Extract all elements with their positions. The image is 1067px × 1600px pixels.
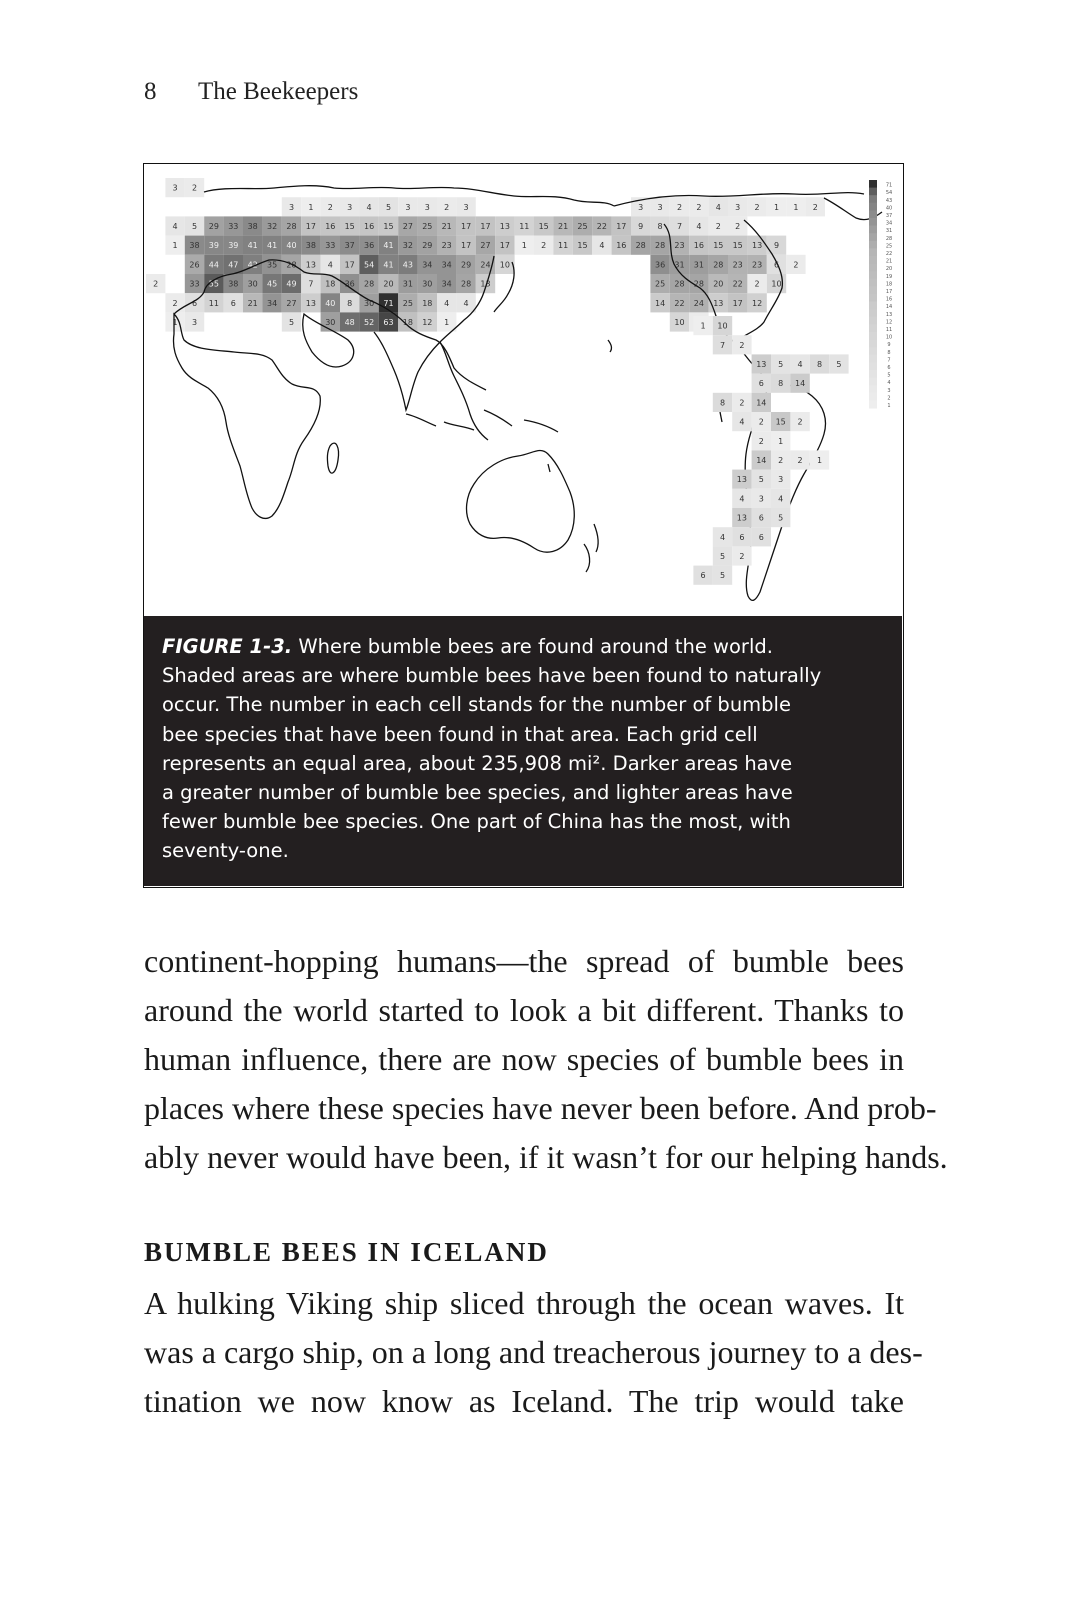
legend-label: 31: [885, 228, 893, 235]
legend-swatch: [869, 347, 877, 355]
legend-label: 43: [885, 197, 893, 204]
figure-1-3: [143, 163, 904, 888]
grid-cell-value: 29: [422, 241, 433, 251]
legend-swatch: [869, 294, 877, 302]
grid-cell-value: 28: [713, 260, 724, 270]
grid-cell-value: 6: [758, 513, 764, 523]
legend-label: 9: [887, 342, 891, 349]
legend-label: 21: [885, 258, 893, 265]
grid-cell-value: 28: [693, 279, 704, 289]
grid-cell-value: 5: [385, 202, 392, 212]
grid-cell-value: 16: [693, 241, 704, 251]
legend-swatch: [869, 271, 877, 279]
body-paragraph-2: [144, 1279, 923, 1426]
grid-cell-value: 36: [364, 241, 375, 251]
grid-cell-value: 22: [732, 279, 743, 289]
legend-swatch: [869, 355, 877, 363]
grid-cell-value: 4: [778, 494, 784, 504]
grid-cell-value: 14: [795, 379, 806, 389]
grid-cell-value: 21: [558, 222, 569, 231]
grid-cell-value: 63: [383, 318, 394, 327]
grid-cell-value: 13: [499, 222, 510, 231]
legend-swatch: [869, 324, 877, 332]
grid-cell-value: 3: [657, 202, 663, 212]
grid-cell-value: 17: [732, 298, 743, 308]
grid-cell-value: 4: [739, 417, 745, 427]
grid-cell-value: 15: [775, 417, 786, 427]
legend-label: 22: [885, 251, 893, 257]
grid-cell-value: 6: [230, 298, 236, 308]
grid-cell-value: 27: [286, 298, 297, 308]
text-line: tination we now know as Iceland. The trip would take: [144, 1383, 904, 1419]
grid-cell-value: 17: [480, 222, 491, 231]
grid-cell-value: 4: [172, 222, 178, 231]
grid-cell-value: 33: [228, 222, 239, 231]
grid-cell-value: 22: [596, 222, 607, 231]
legend-swatch: [869, 218, 877, 226]
grid-cell-value: 17: [461, 222, 472, 231]
grid-cell-value: 32: [402, 241, 413, 251]
grid-cell-value: 2: [797, 456, 803, 465]
grid-cell-value: 14: [756, 398, 767, 408]
grid-cell-value: 1: [700, 321, 706, 331]
grid-cell-value: 13: [305, 260, 316, 270]
grid-cell-value: 4: [444, 298, 450, 308]
grid-cell-value: 4: [696, 222, 702, 231]
grid-cell-value: 41: [383, 260, 394, 270]
grid-cell-value: 2: [758, 436, 764, 446]
legend-swatch: [869, 286, 877, 294]
grid-cell-value: 1: [444, 318, 450, 327]
grid-cell-value: 25: [577, 222, 588, 231]
legend-label: 14: [885, 304, 893, 311]
legend-label: 8: [887, 349, 891, 356]
grid-cell-value: 24: [480, 260, 491, 270]
legend-scale: [869, 180, 892, 409]
grid-cell-value: 1: [816, 456, 823, 465]
grid-cell-value: 2: [541, 241, 547, 251]
grid-cell-value: 17: [461, 241, 472, 251]
caption-line: bee species that have been found in that area. Each grid cell: [162, 722, 758, 746]
grid-cell-value: 24: [693, 298, 704, 308]
grid-cell-value: 8: [719, 398, 726, 408]
legend-label: 34: [885, 220, 893, 227]
grid-cell-value: 52: [364, 318, 375, 327]
grid-cell-value: 31: [674, 260, 685, 270]
grid-cell-value: 32: [267, 222, 278, 231]
grid-cell-value: 18: [402, 318, 413, 327]
grid-cell-value: 10: [674, 318, 685, 327]
grid-cell-value: 2: [172, 298, 178, 308]
legend-label: 20: [885, 266, 893, 273]
page-number: 8: [144, 78, 157, 105]
grid-cell-value: 28: [461, 279, 472, 289]
grid-cell-value: 3: [638, 202, 644, 212]
grid-cell-value: 8: [347, 298, 353, 308]
grid-cell-value: 2: [444, 202, 450, 212]
section-heading: BUMBLE BEES IN ICELAND: [144, 1237, 549, 1267]
grid-cell-value: 6: [700, 571, 706, 581]
grid-cell-value: 2: [793, 260, 799, 270]
legend-label: 37: [885, 213, 893, 219]
grid-cell-value: 54: [364, 260, 375, 270]
grid-cell-value: 16: [325, 222, 336, 231]
grid-cell-value: 29: [208, 222, 219, 231]
grid-cells: [146, 178, 825, 332]
grid-cell-value: 2: [739, 340, 745, 350]
grid-cell-value: 2: [735, 222, 741, 231]
grid-cell-value: 13: [305, 298, 316, 308]
grid-cell-value: 1: [773, 202, 780, 212]
grid-cell-value: 3: [463, 202, 469, 212]
grid-cell-value: 5: [191, 222, 198, 231]
legend-swatch: [869, 188, 877, 196]
legend-swatch: [869, 241, 877, 249]
grid-cell-value: 3: [758, 494, 764, 504]
grid-cell-value: 7: [719, 340, 726, 350]
grid-cell-value: 34: [267, 298, 278, 308]
grid-cell-value: 4: [739, 494, 745, 504]
grid-cell-value: 2: [812, 202, 818, 212]
grid-cell-value: 55: [208, 279, 219, 289]
book-title: The Beekeepers: [198, 78, 359, 105]
grid-cell-value: 23: [441, 241, 452, 251]
grid-cell-value: 25: [655, 279, 666, 289]
legend-label: 1: [887, 403, 891, 409]
grid-cell-value: 28: [364, 279, 375, 289]
grid-cell-value: 2: [696, 202, 702, 212]
grid-cell-value: 40: [286, 241, 297, 251]
grid-cell-value: 20: [383, 279, 394, 289]
grid-cell-value: 17: [305, 222, 316, 231]
grid-cell-value: 2: [153, 279, 159, 289]
grid-cell-value: 17: [499, 241, 510, 251]
legend-swatch: [869, 210, 877, 218]
grid-cell-value: 3: [735, 202, 741, 212]
grid-cell-value: 11: [558, 241, 569, 251]
grid-cell-value: 5: [836, 360, 842, 369]
grid-cell-value: 36: [344, 279, 355, 289]
grid-cell-value: 10: [717, 321, 728, 331]
grid-cell-value: 39: [208, 241, 219, 251]
caption-text: Where bumble bees are found around the world.: [292, 635, 773, 658]
grid-cell-value: 41: [267, 241, 278, 251]
grid-cell-value: 26: [189, 260, 200, 270]
legend-label: 3: [887, 387, 891, 394]
legend-swatch: [869, 180, 877, 188]
legend-swatch: [869, 309, 877, 317]
grid-cell-value: 28: [286, 222, 297, 231]
grid-cell-value: 6: [758, 532, 764, 542]
grid-cell-value: 10: [499, 260, 510, 270]
grid-cell-value: 45: [267, 279, 278, 289]
grid-cell-value: 4: [327, 260, 333, 270]
grid-cell-value: 15: [577, 241, 588, 251]
grid-cell-value: 14: [655, 298, 666, 308]
grid-cell-value: 2: [715, 222, 721, 231]
grid-cell-value: 9: [638, 222, 644, 231]
grid-cell-value: 1: [308, 202, 314, 212]
text-line: places where these species have never been before. And prob-: [144, 1090, 937, 1126]
caption-line: represents an equal area, about 235,908 mi². Darker areas have: [162, 751, 793, 775]
grid-cell-value: 11: [519, 222, 530, 231]
grid-cell-value: 3: [191, 318, 198, 327]
grid-cell-value: 25: [402, 298, 413, 308]
legend-swatch: [869, 233, 877, 241]
grid-cell-value: 33: [189, 279, 200, 289]
caption-line: a greater number of bumble bee species, and lighter areas have: [162, 781, 793, 805]
grid-cell-value: 16: [616, 241, 627, 251]
legend-label: 7: [887, 357, 891, 364]
grid-cell-value: 36: [655, 260, 666, 270]
grid-cell-value: 27: [402, 222, 413, 231]
legend-label: 2: [887, 395, 891, 402]
grid-cell-value: 33: [325, 241, 336, 251]
figure-caption: [144, 616, 902, 886]
grid-cell-value: 8: [778, 379, 784, 389]
grid-cell-value: 23: [674, 241, 685, 251]
grid-cell-value: 30: [247, 279, 258, 289]
caption-line: Shaded areas are where bumble bees have been found to naturally: [162, 664, 822, 688]
grid-cell-value: 28: [674, 279, 685, 289]
grid-cell-value: 28: [286, 260, 297, 270]
grid-cell-value: 22: [674, 298, 685, 308]
grid-cell-value: 3: [347, 202, 353, 212]
grid-cell-value: 3: [778, 475, 784, 485]
grid-cell-value: 2: [754, 279, 760, 289]
grid-cell-value: 29: [461, 260, 472, 270]
text-line: was a cargo ship, on a long and treacherous journey to a des-: [144, 1334, 923, 1370]
grid-cell-value: 2: [739, 552, 745, 561]
grid-cell-value: 15: [713, 241, 724, 251]
legend-swatch: [869, 317, 877, 325]
legend-swatch: [869, 378, 877, 386]
grid-cell-value: 5: [778, 513, 784, 523]
grid-cell-value: 30: [325, 318, 336, 327]
legend-swatch: [869, 362, 877, 370]
caption-line: occur. The number in each cell stands for the number of bumble: [162, 693, 791, 717]
grid-cell-value: 4: [366, 202, 372, 212]
legend-swatch: [869, 248, 877, 256]
legend-label: 71: [885, 182, 893, 189]
legend-swatch: [869, 279, 877, 287]
grid-cell-value: 2: [327, 202, 333, 212]
grid-cell-value: 5: [778, 360, 784, 369]
grid-cell-value: 17: [344, 260, 355, 270]
legend-swatch: [869, 332, 877, 340]
legend-label: 40: [885, 205, 893, 212]
legend-label: 16: [885, 296, 893, 303]
grid-cell-value: 6: [739, 532, 745, 542]
grid-cell-value: 5: [758, 475, 764, 485]
grid-cell-value: 14: [756, 456, 767, 465]
legend-swatch: [869, 302, 877, 310]
grid-cell-value: 7: [676, 222, 683, 231]
grid-cell-value: 10: [771, 279, 782, 289]
grid-cell-value: 6: [758, 379, 764, 389]
grid-cell-value: 3: [405, 202, 411, 212]
legend-swatch: [869, 195, 877, 203]
grid-cell-value: 1: [521, 241, 527, 251]
grid-cell-value: 38: [189, 241, 200, 251]
text-line: A hulking Viking ship sliced through the ocean waves. It: [144, 1285, 904, 1321]
grid-cell-value: 34: [441, 279, 452, 289]
legend-label: 13: [885, 311, 893, 318]
grid-cell-value: 13: [713, 298, 724, 308]
grid-cell-value: 17: [616, 222, 627, 231]
grid-cell-value: 2: [739, 398, 745, 408]
grid-cell-value: 1: [793, 202, 799, 212]
legend-swatch: [869, 400, 877, 408]
legend-label: 5: [887, 372, 891, 379]
grid-cell-value: 5: [288, 318, 295, 327]
grid-cell-value: 47: [228, 260, 239, 270]
grid-cell-value: 21: [247, 298, 258, 308]
caption-label: FIGURE 1-3.: [162, 635, 293, 658]
grid-cell-value: 35: [267, 260, 278, 270]
grid-cell-value: 3: [172, 183, 178, 193]
grid-cell-value: 8: [816, 360, 823, 369]
legend-label: 54: [885, 190, 893, 197]
legend-swatch: [869, 340, 877, 348]
grid-cell-value: 38: [228, 279, 239, 289]
grid-cell-value: 1: [172, 241, 178, 251]
legend-label: 25: [885, 243, 893, 250]
grid-cell-value: 1: [172, 318, 178, 327]
grid-cell-value: 11: [208, 298, 219, 308]
grid-cell-value: 21: [441, 222, 452, 231]
grid-cell-value: 4: [715, 202, 721, 212]
legend-swatch: [869, 370, 877, 378]
grid-cell-value: 34: [441, 260, 452, 270]
bumble-bee-distribution-map: [144, 164, 902, 616]
grid-cell-value: 6: [773, 260, 780, 270]
grid-cell-value: 15: [383, 222, 394, 231]
grid-cell-value: 31: [402, 279, 413, 289]
grid-cell-value: 34: [422, 260, 433, 270]
grid-cell-value: 42: [247, 260, 258, 270]
legend-swatch: [869, 264, 877, 272]
running-head: [144, 78, 358, 106]
legend-label: 28: [885, 235, 893, 242]
legend-label: 18: [885, 281, 893, 288]
grid-cell-value: 6: [191, 298, 198, 308]
legend-swatch: [869, 256, 877, 264]
legend-label: 10: [885, 334, 893, 341]
grid-cell-value: 13: [736, 513, 747, 523]
grid-cell-value: 44: [208, 260, 219, 270]
text-line: human influence, there are now species of bumble bees in: [144, 1041, 904, 1077]
caption-line: seventy-one.: [162, 839, 289, 863]
legend-label: 6: [887, 365, 891, 371]
grid-cell-value: 9: [773, 241, 780, 251]
grid-cell-value: 15: [732, 241, 743, 251]
grid-cell-value: 23: [732, 260, 743, 270]
legend-label: 12: [885, 319, 893, 326]
grid-cell-value: 5: [719, 571, 726, 581]
grid-cell-value: 13: [480, 279, 491, 289]
grid-cell-value: 15: [538, 222, 549, 231]
grid-cell-value: 3: [288, 202, 295, 212]
legend-label: 17: [885, 289, 893, 295]
grid-cell-value: 28: [635, 241, 646, 251]
grid-cell-value: 37: [344, 241, 355, 251]
grid-cell-value: 30: [364, 298, 375, 308]
text-line: around the world started to look a bit different. Thanks to: [144, 992, 904, 1028]
grid-cell-value: 13: [752, 241, 763, 251]
grid-cell-value: 12: [422, 318, 433, 327]
grid-cell-value: 18: [325, 279, 336, 289]
grid-cell-value: 43: [402, 260, 413, 270]
text-line: ably never would have been, if it wasn’t for our helping hands.: [144, 1139, 948, 1175]
grid-cell-value: 39: [228, 241, 239, 251]
grid-cell-value: 41: [383, 241, 394, 251]
grid-cell-value: 7: [308, 279, 314, 289]
grid-cell-value: 31: [693, 260, 704, 270]
grid-cell-value: 2: [754, 202, 760, 212]
grid-cell-value: 49: [286, 279, 297, 289]
grid-cell-value: 20: [713, 279, 724, 289]
grid-cell-value: 2: [778, 456, 784, 465]
caption-line: fewer bumble bee species. One part of China has the most, with: [162, 810, 791, 834]
grid-cell-value: 48: [344, 318, 355, 327]
grid-cell-value: 12: [752, 298, 763, 308]
grid-cell-value: 16: [364, 222, 375, 231]
grid-cell-value: 4: [463, 298, 469, 308]
grid-cell-value: 2: [797, 417, 803, 427]
grid-cell-value: 2: [758, 417, 764, 427]
grid-cell-value: 2: [676, 202, 683, 212]
legend-swatch: [869, 393, 877, 401]
grid-cell-value: 18: [422, 298, 433, 308]
south-america-cells: [693, 316, 848, 585]
grid-cell-value: 3: [424, 202, 430, 212]
grid-cell-value: 15: [344, 222, 355, 231]
grid-cell-value: 2: [191, 183, 198, 193]
caption-line: [162, 632, 884, 661]
grid-cell-value: 38: [305, 241, 316, 251]
text-line: continent-hopping humans—the spread of bumble bees: [144, 943, 904, 979]
grid-cell-value: 4: [797, 360, 803, 369]
grid-cell-value: 40: [325, 298, 336, 308]
grid-cell-value: 4: [719, 532, 726, 542]
legend-swatch: [869, 385, 877, 393]
grid-cell-value: 5: [719, 552, 726, 561]
grid-cell-value: 4: [599, 241, 605, 251]
grid-cell-value: 41: [247, 241, 258, 251]
grid-cell-value: 71: [383, 298, 394, 308]
legend-label: 4: [887, 380, 891, 387]
grid-cell-value: 8: [657, 222, 663, 231]
grid-cell-value: 28: [655, 241, 666, 251]
grid-cell-value: 13: [756, 360, 767, 369]
legend-swatch: [869, 226, 877, 234]
grid-cell-value: 38: [247, 222, 258, 231]
legend-label: 11: [885, 327, 893, 333]
body-paragraph-1: [144, 937, 948, 1182]
grid-cell-value: 27: [480, 241, 491, 251]
world-map-graphic: [144, 164, 902, 616]
grid-cell-value: 30: [422, 279, 433, 289]
grid-cell-value: 25: [422, 222, 433, 231]
grid-cell-value: 13: [736, 475, 747, 485]
grid-cell-value: 23: [752, 260, 763, 270]
legend-swatch: [869, 203, 877, 211]
legend-label: 19: [885, 273, 893, 280]
grid-cell-value: 1: [778, 436, 784, 446]
